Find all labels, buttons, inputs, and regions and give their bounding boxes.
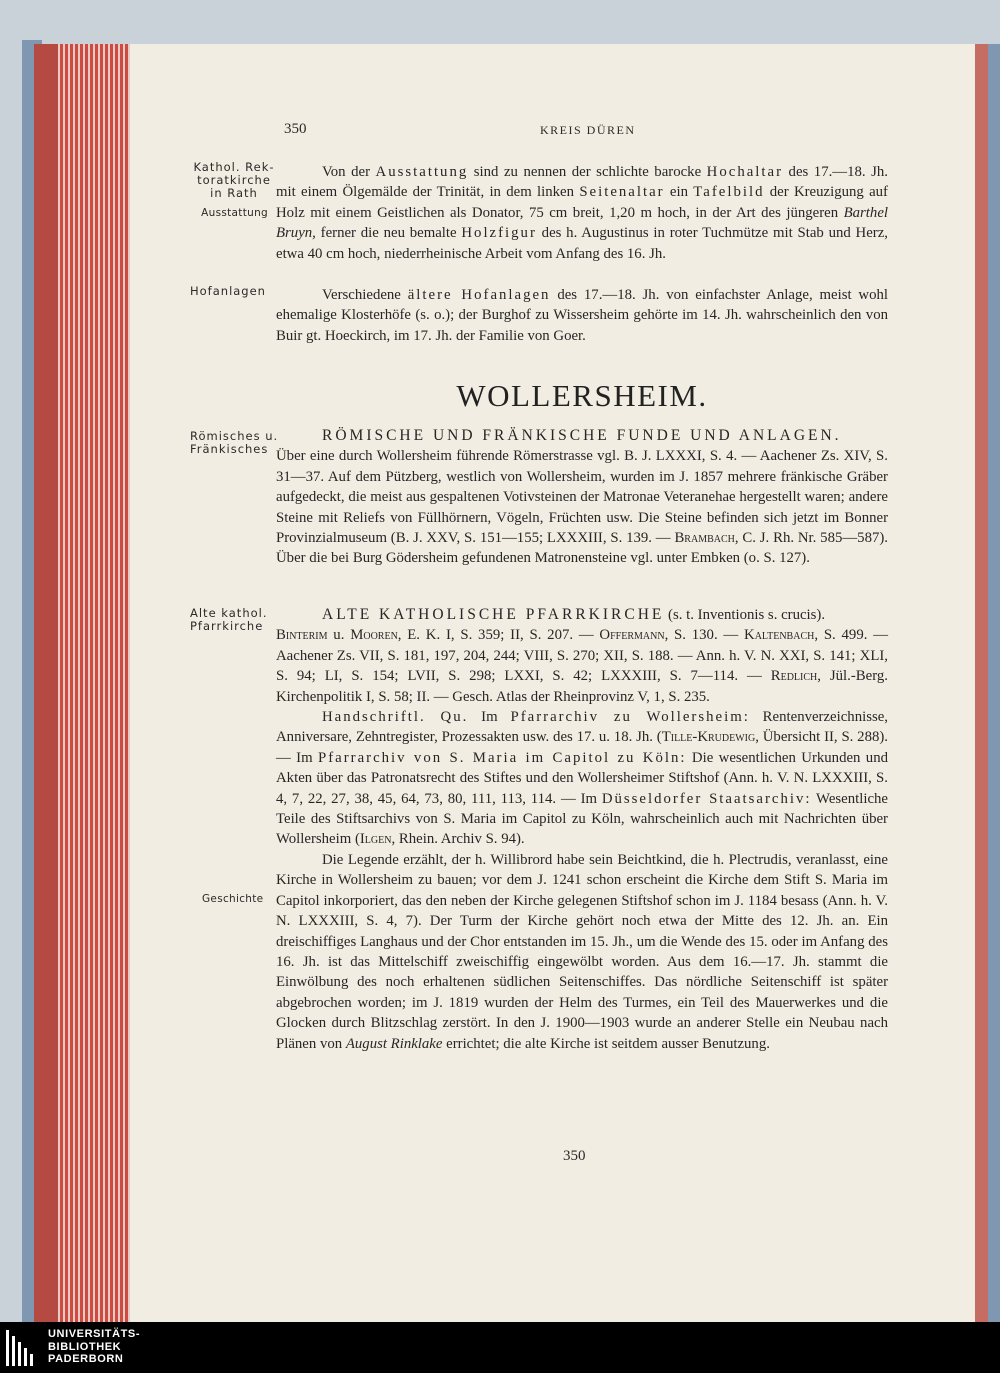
- book-cover-right-outer: [988, 44, 1000, 1322]
- handschriften-paragraph: Handschriftl. Qu. Im Pfarrarchiv zu Wollersheim: Rentenverzeichnisse, Anniversare, Zehntregister, Prozessakten usw. des 17. u. 18. Jh. (Tille-Krudewig, Übersicht II, S. 288). — Im Pfarrarchiv von S. Maria im Capitol zu Köln: Die wesentlichen Urkunden und Akten über das Patronatsrecht des Stiftes und den Wollersheimer Stiftshof (Ann. h. V. N. LXXXIII, S. 4, 7, 22, 27, 38, 45, 64, 73, 80, 111, 113, 114. — Im Düsseldorfer Staatsarchiv: Wesentliche Teile des Stiftsarchivs von S. Maria im Capitol zu Köln, wahrscheinlich auch mit Nachrichten über Wollersheim (Ilgen, Rhein. Archiv S. 94).: [276, 709, 888, 848]
- running-title: KREIS DÜREN: [540, 123, 636, 137]
- header-page-number: 350: [284, 121, 307, 137]
- ausstattung-paragraph: Von der Ausstattung sind zu nennen der schlichte barocke Hochaltar des 17.—18. Jh. mit einem Ölgemälde der Trinität, in dem linken Seitenaltar ein Tafelbild der Kreuzigung auf Holz mit einem Geistlichen als Donator, 75 cm breit, 1,20 m hoch, in der Art des jüngeren Barthel Bruyn, ferner die neu bemalte Holzfigur des h. Augustinus in roter Tuchmütze mit Stab und Herz, etwa 40 cm hoch, niederrheinische Arbeit vom Anfang des 16. Jh.: [276, 164, 888, 262]
- hofanlagen-paragraph: Verschiedene ältere Hofanlagen des 17.—18. Jh. von einfachster Anlage, meist wohl ehemalige Klosterhöfe (s. o.); der Burghof zu Wissersheim gehörte im 14. Jh. wahrscheinlich den von Buir gt. Hoeckirch, im 17. Jh. der Familie von Goer.: [276, 287, 889, 344]
- library-name: UNIVERSITÄTS- BIBLIOTHEK PADERBORN: [48, 1328, 141, 1365]
- margin-note-pfarrkirche: Alte kathol. Pfarrkirche: [190, 606, 268, 633]
- geschichte-paragraph: Die Legende erzählt, der h. Willibrord habe sein Beichtkind, die h. Plectrudis, veranlasst, eine Kirche in Wollersheim zu bauen; vor dem J. 1241 schon erscheint die Kirche dem Stift S. Maria im Capitol inkorporiert, das den neben der Kirche gelegenen Stiftshof schon im J. 1184 besass (Ann. h. V. N. LXXXIII, S. 4, 7). Der Turm der Kirche gehört noch etwa der Mitte des 12. Jh. an. Ein dreischiffiges Langhaus und der Chor entstanden im 15. Jh., um die Wende des 15. oder im Anfang des 16. Jh. ist das Mittelschiff zweischiffig eingewölbt worden. Aus dem 16.—17. Jh. stammt die Einwölbung des noch erhaltenen südlichen Seitenschiffes. Das nördliche Seitenschiff ist später abgebrochen worden; im J. 1819 wurden der Helm des Turmes, ein Teil des Mauerwerkes und die Glocken durch Blitzschlag zerstört. In den J. 1900—1903 wurde an anderer Stelle ein Neubau nach Plänen von August Rinklake errichtet; die alte Kirche ist seitdem ausser Benutzung.: [276, 851, 888, 1052]
- page-edges: [58, 44, 130, 1322]
- margin-note-geschichte: Geschichte: [202, 893, 264, 905]
- margin-note-rektoratkirche: Kathol. Rek- toratkirche in Rath: [193, 160, 275, 200]
- roemische-section: RÖMISCHE UND FRÄNKISCHE FUNDE UND ANLAGEN. Über eine durch Wollersheim führende Römerstrasse vgl. B. J. LXXXI, S. 4. — Aachener Zs. XIV, S. 31—37. Auf dem Pützberg, westlich von Wollersheim, wurden im J. 1857 mehrere fränkische Gräber aufgedeckt, die meist aus gespaltenen Votivsteinen der Matronae Veteranehae hergestellt waren; andere Steine mit Reliefs von Füllhörnern, Vögeln, Früchten usw. Die Steine befinden sich jetzt im Bonner Provinzialmuseum (B. J. XXV, S. 151—155; LXXXIII, S. 139. — Brambach, C. J. Rh. Nr. 585—587). Über die bei Burg Gödersheim gefundenen Matronensteine vgl. unter Embken (o. S. 127).: [276, 427, 888, 567]
- literature-references: Binterim u. Mooren, E. K. I, S. 359; II, S. 207. — Offermann, S. 130. — Kaltenbach, S. 499. — Aachener Zs. VII, S. 181, 197, 204, 244; VIII, S. 270; XII, S. 188. — Ann. h. V. N. XXI, S. 141; XLI, S. 94; LI, S. 154; LVII, S. 298; LXXI, S. 42; LXXXIII, S. 7—114. — Redlich, Jül.-Berg. Kirchenpolitik I, S. 58; II. — Gesch. Atlas der Rheinprovinz V, 1, S. 235.: [276, 627, 888, 705]
- library-logo-icon: [6, 1330, 38, 1366]
- footer-page-number: 350: [563, 1148, 586, 1164]
- margin-note-ausstattung: Ausstattung: [201, 207, 268, 219]
- margin-note-roemisches: Römisches u. Fränkisches: [190, 429, 279, 456]
- margin-note-hofanlagen: Hofanlagen: [190, 284, 266, 298]
- section-heading-pfarrkirche: ALTE KATHOLISCHE PFARRKIRCHE: [322, 606, 665, 623]
- library-footer: [0, 1322, 1000, 1373]
- place-title: WOLLERSHEIM.: [456, 378, 708, 413]
- book-cover-edge: [34, 44, 58, 1322]
- section-heading-roemische: RÖMISCHE UND FRÄNKISCHE FUNDE UND ANLAGEN.: [322, 427, 842, 444]
- pfarrkirche-section: ALTE KATHOLISCHE PFARRKIRCHE (s. t. Inventionis s. crucis). Binterim u. Mooren, E. K. I, S. 359; II, S. 207. — Offermann, S. 130. — Kaltenbach, S. 499. — Aachener Zs. VII, S. 181, 197, 204, 244; VIII, S. 270; XII, S. 188. — Ann. h. V. N. XXI, S. 141; XLI, S. 94; LI, S. 154; LVII, S. 298; LXXI, S. 42; LXXXIII, S. 7—114. — Redlich, Jül.-Berg. Kirchenpolitik I, S. 58; II. — Gesch. Atlas der Rheinprovinz V, 1, S. 235. Handschriftl. Qu. Im Pfarrarchiv zu Wollersheim: Rentenverzeichnisse, Anniversare, Zehntregister, Prozessakten usw. des 17. u. 18. Jh. (Tille-Krudewig, Übersicht II, S. 288). — Im Pfarrarchiv von S. Maria im Capitol zu Köln: Die wesentlichen Urkunden und Akten über das Patronatsrecht des Stiftes und den Wollersheimer Stiftshof (Ann. h. V. N. LXXXIII, S. 4, 7, 22, 27, 38, 45, 64, 73, 80, 111, 113, 114. — Im Düsseldorfer Staatsarchiv: Wesentliche Teile des Stiftsarchivs von S. Maria im Capitol zu Köln, wahrscheinlich auch mit Nachrichten über Wollersheim (Ilgen, Rhein. Archiv S. 94). Die Legende erzählt, der h. Willibrord habe sein Beichtkind, die h. Plectrudis, veranlasst, eine Kirche in Wollersheim zu bauen; vor dem J. 1241 schon erscheint die Kirche dem Stift S. Maria im Capitol inkorporiert, das den neben der Kirche gelegenen Stiftshof schon im J. 1184 besass (Ann. h. V. N. LXXXIII, S. 4, 7). Der Turm der Kirche gehört noch etwa der Mitte des 12. Jh. an. Ein dreischiffiges Langhaus und der Chor entstanden im 15. Jh., um die Wende des 15. oder im Anfang des 16. Jh. ist das Mittelschiff zweischiffig eingewölbt worden. Aus dem 16.—17. Jh. stammt die Einwölbung des noch erhaltenen südlichen Seitenschiffes. Das nördliche Seitenschiff ist später abgebrochen worden; im J. 1819 wurden der Helm des Turmes, ein Teil des Mauerwerkes und die Glocken durch Blitzschlag zerstört. In den J. 1900—1903 wurde an anderer Stelle ein Neubau nach Plänen von August Rinklake errichtet; die alte Kirche ist seitdem ausser Benutzung.: [276, 605, 888, 1054]
